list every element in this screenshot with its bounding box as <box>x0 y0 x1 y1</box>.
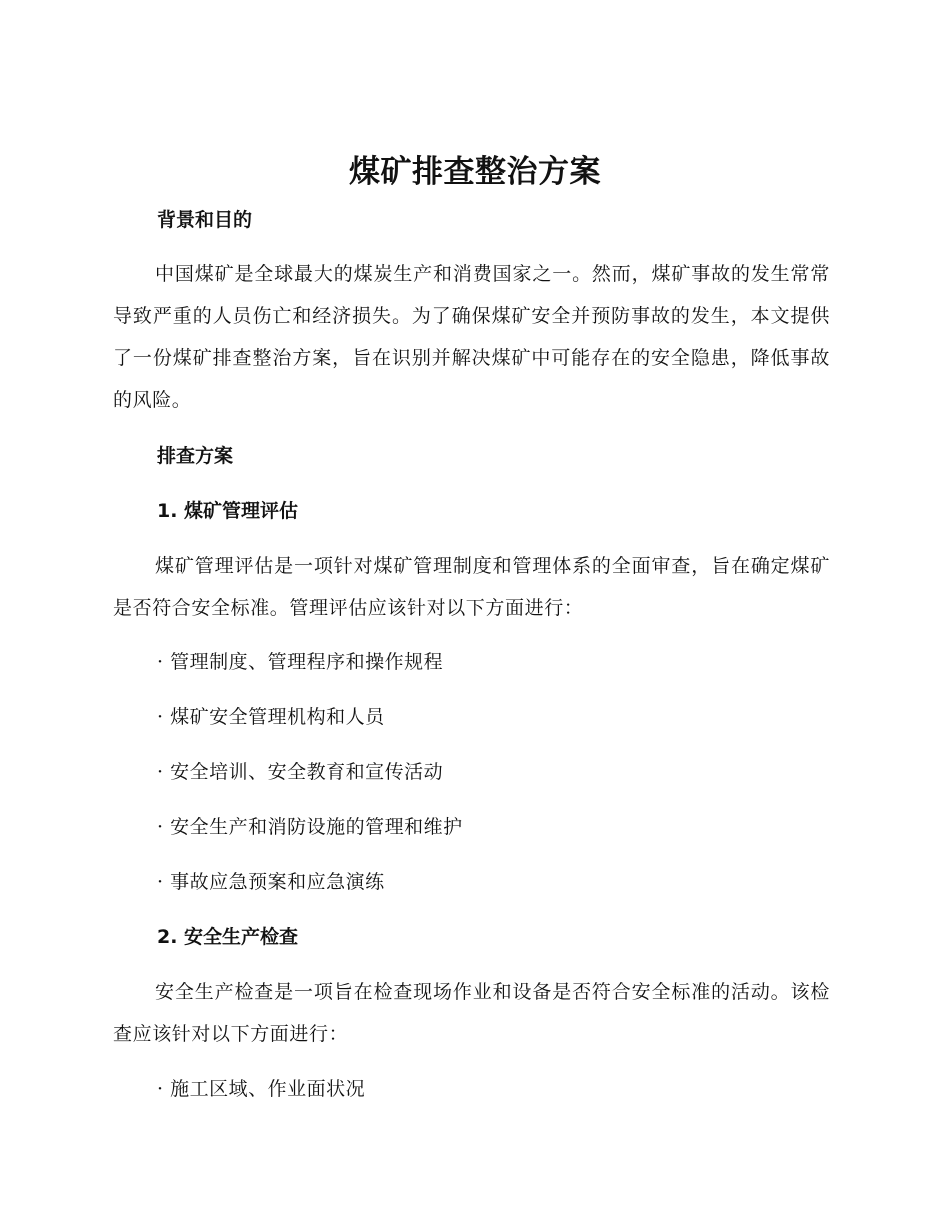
document-title: 煤矿排查整治方案 <box>349 154 601 190</box>
list-item: · 煤矿安全管理机构和人员 <box>157 706 385 728</box>
section-heading-plan: 排查方案 <box>157 445 234 467</box>
list-item: · 事故应急预案和应急演练 <box>157 871 385 893</box>
list-item: · 安全培训、安全教育和宣传活动 <box>157 761 444 783</box>
list-item: · 施工区域、作业面状况 <box>157 1078 366 1100</box>
management-paragraph: 煤矿管理评估是一项针对煤矿管理制度和管理体系的全面审查，旨在确定煤矿是否符合安全标准。管理评估应该针对以下方面进行： <box>113 555 830 619</box>
list-item: · 安全生产和消防设施的管理和维护 <box>157 816 463 838</box>
subsection-heading-inspection: 2. 安全生产检查 <box>157 926 299 948</box>
background-paragraph: 中国煤矿是全球最大的煤炭生产和消费国家之一。然而，煤矿事故的发生常常导致严重的人员伤亡和经济损失。为了确保煤矿安全并预防事故的发生，本文提供了一份煤矿排查整治方案，旨在识别并解决煤矿中可能存在的安全隐患，降低事故的风险。 <box>113 263 830 411</box>
inspection-paragraph: 安全生产检查是一项旨在检查现场作业和设备是否符合安全标准的活动。该检查应该针对以下方面进行： <box>113 981 830 1045</box>
section-heading-background: 背景和目的 <box>157 209 253 231</box>
subsection-heading-management: 1. 煤矿管理评估 <box>157 500 299 522</box>
list-item: · 管理制度、管理程序和操作规程 <box>157 651 444 673</box>
